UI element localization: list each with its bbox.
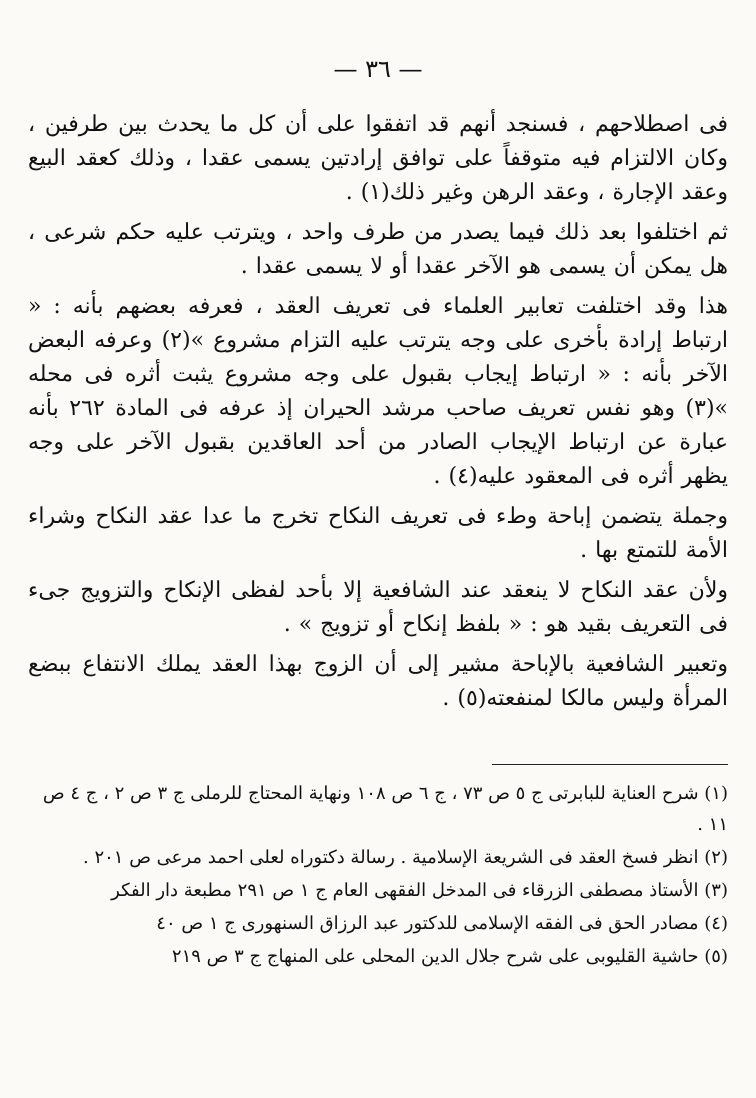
footnote-2: (٢) انظر فسخ العقد فى الشريعة الإسلامية . رسالة دكتوراه لعلى احمد مرعى ص ٢٠١ . (83, 847, 728, 868)
paragraph-2: ثم اختلفوا بعد ذلك فيما يصدر من طرف واحد ، ويترتب عليه حكم شرعى ، هل يمكن أن يسمى هو الآخر عقدا أو لا يسمى عقدا . (28, 220, 728, 279)
body-text (28, 108, 728, 722)
paragraph-5: ولأن عقد النكاح لا ينعقد عند الشافعية إلا بأحد لفظى الإنكاح والتزويج جىء فى التعريف بقيد هو : « بلفظ إنكاح أو تزويج » . (28, 578, 728, 637)
page-number: — ٣٦ — (333, 55, 423, 83)
footnote-3: (٣) الأستاذ مصطفى الزرقاء فى المدخل الفقهى العام ج ١ ص ٢٩١ مطبعة دار الفكر (111, 880, 728, 901)
footnote-divider (492, 764, 728, 765)
paragraph-6: وتعبير الشافعية بالإباحة مشير إلى أن الزوج بهذا العقد يملك الانتفاع ببضع المرأة وليس مالكا لمنفعته(٥) . (28, 652, 728, 711)
paragraph-3: هذا وقد اختلفت تعابير العلماء فى تعريف العقد ، فعرفه بعضهم بأنه : « ارتباط إرادة بأخرى على وجه يترتب عليه التزام مشروع »(٢) وعرفه البعض الآخر بأنه : « ارتباط إيجاب بقبول على وجه مشروع يثبت أثره فى محله »(٣) وهو نفس تعريف صاحب مرشد الحيران إذ عرفه فى المادة ٢٦٢ بأنه عبارة عن ارتباط الإيجاب الصادر من أحد العاقدين بقبول الآخر على وجه يظهر أثره فى المعقود عليه(٤) . (28, 294, 728, 489)
paragraph-4: وجملة يتضمن إباحة وطء فى تعريف النكاح تخرج ما عدا عقد النكاح وشراء الأمة للتمتع بها . (28, 504, 728, 563)
footnotes (28, 778, 728, 974)
footnote-4: (٤) مصادر الحق فى الفقه الإسلامى للدكتور عبد الرزاق السنهورى ج ١ ص ٤٠ (156, 913, 728, 934)
paragraph-1: فى اصطلاحهم ، فسنجد أنهم قد اتفقوا على أن كل ما يحدث بين طرفين ، وكان الالتزام فيه متوقفاً على توافق إرادتين يسمى عقدا ، وذلك كعقد البيع وعقد الإجارة ، وعقد الرهن وغير ذلك(١) . (28, 112, 728, 205)
footnote-5: (٥) حاشية القليوبى على شرح جلال الدين المحلى على المنهاج ج ٣ ص ٢١٩ (171, 946, 728, 967)
footnote-1: (١) شرح العناية للبابرتى ج ٥ ص ٧٣ ، ج ٦ ص ١٠٨ ونهاية المحتاج للرملى ج ٣ ص ٢ ، ج ٤ ص ١١ . (42, 783, 728, 835)
